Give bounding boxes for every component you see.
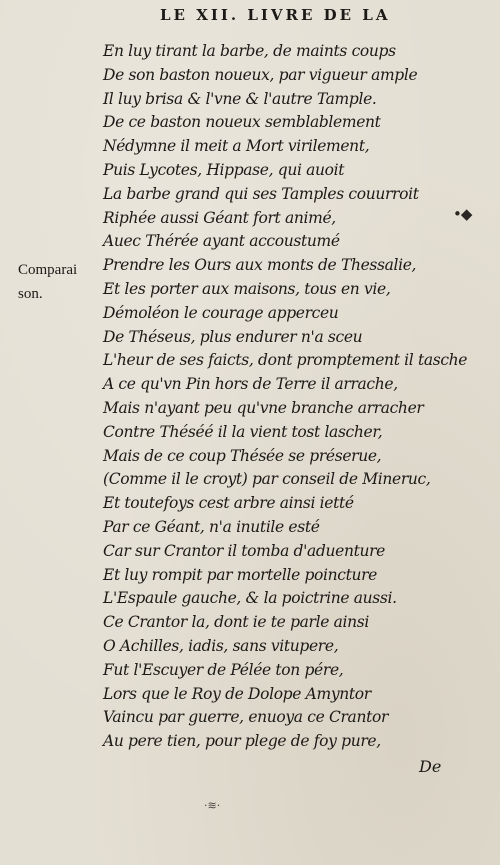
verse-line: Et luy rompit par mortelle poincture	[103, 565, 377, 584]
verse-line: O Achilles, iadis, sans vitupere,	[103, 636, 339, 655]
margin-note-line: son.	[18, 286, 43, 302]
margin-note	[18, 258, 77, 306]
verse-line: Auec Thérée ayant accoustumé	[103, 232, 340, 251]
verse-line: De ce baston noueux semblablement	[103, 113, 381, 132]
catchword: De	[419, 757, 442, 776]
verse-line: De son baston noueux, par vigueur ample	[103, 65, 418, 84]
verse-line: Contre Théséé il la vient tost lascher,	[103, 422, 383, 441]
verse-line: Car sur Crantor il tomba d'aduenture	[103, 541, 385, 560]
verse-line: Démoléon le courage apperceu	[103, 303, 339, 322]
verse-line: Riphée aussi Géant fort animé,	[103, 208, 336, 227]
verse-line: Au pere tien, pour plege de foy pure,	[103, 732, 381, 751]
verse-line: Par ce Géant, n'a inutile esté	[103, 517, 320, 536]
verse-line: (Comme il le croyt) par conseil de Mineruc,	[103, 470, 431, 489]
verse-line: Ce Crantor la, dont ie te parle ainsi	[103, 613, 369, 632]
verse-line: Mais de ce coup Thésée se préserue,	[103, 446, 382, 465]
verse-line: En luy tirant la barbe, de maints coups	[103, 42, 396, 60]
printer-ornament-icon: •◆	[453, 205, 472, 223]
margin-note-line: Comparai	[18, 262, 78, 278]
verse-line: Prendre les Ours aux monts de Thessalie,	[103, 256, 417, 275]
verse-line: Lors que le Roy de Dolope Amyntor	[103, 684, 371, 703]
verse-line: Puis Lycotes, Hippase, qui auoit	[103, 160, 345, 179]
verse-line: Et les porter aux maisons, tous en vie,	[103, 279, 391, 298]
verse-line: A ce qu'vn Pin hors de Terre il arrache,	[103, 375, 398, 394]
verse-line: Et toutefoys cest arbre ainsi ietté	[103, 494, 354, 513]
verse-line: La barbe grand qui ses Tamples couurroit	[103, 184, 419, 203]
verse-line: L'Espaule gauche, & la poictrine aussi.	[103, 589, 397, 608]
verse-line: De Théseus, plus endurer n'a sceu	[103, 327, 363, 346]
footer-mark: ·≋·	[204, 799, 221, 812]
verse-line: Vaincu par guerre, enuoya ce Crantor	[103, 708, 389, 727]
verse-line: L'heur de ses faicts, dont promptement il tasche	[103, 351, 468, 370]
verse-line: Il luy brisa & l'vne & l'autre Tample.	[103, 89, 377, 108]
verse-line: Nédymne il meit a Mort virilement,	[103, 137, 370, 156]
running-header: LE XII. LIVRE DE LA	[160, 6, 391, 24]
verse-line: Fut l'Escuyer de Pélée ton pére,	[103, 660, 344, 679]
verse-line: Mais n'ayant peu qu'vne branche arracher	[103, 398, 424, 417]
verse-block	[103, 40, 467, 754]
